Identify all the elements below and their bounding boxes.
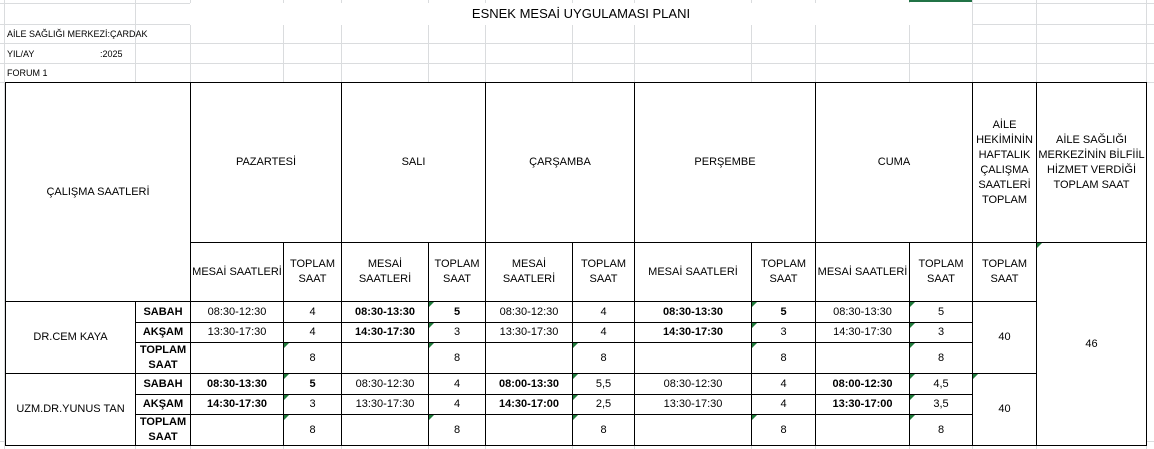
toplam-saat-header[interactable]: TOPLAM SAAT: [573, 243, 635, 302]
page-title[interactable]: ESNEK MESAİ UYGULAMASI PLANI: [190, 3, 972, 25]
time-cell-empty[interactable]: [816, 343, 910, 374]
hours-cell[interactable]: 5: [429, 302, 486, 323]
hours-cell[interactable]: 4: [752, 395, 816, 415]
hours-cell[interactable]: 8: [910, 415, 973, 446]
time-cell-empty[interactable]: [191, 343, 284, 374]
time-cell[interactable]: 13:30-17:00: [816, 395, 910, 415]
hours-cell[interactable]: 8: [284, 415, 342, 446]
hours-cell[interactable]: 4: [573, 302, 635, 323]
hours-cell[interactable]: 5: [284, 374, 342, 395]
time-cell[interactable]: 13:30-17:30: [191, 323, 284, 343]
shift-label-sabah[interactable]: SABAH: [136, 374, 191, 395]
shift-label-toplam[interactable]: TOPLAM SAAT: [136, 415, 191, 446]
center-label: AİLE SAĞLIĞI MERKEZİ:ÇARDAK: [7, 29, 148, 39]
year-label: YIL/AY: [7, 49, 35, 59]
hours-cell[interactable]: 5,5: [573, 374, 635, 395]
toplam-saat-header[interactable]: TOPLAM SAAT: [284, 243, 342, 302]
hours-cell[interactable]: 8: [573, 415, 635, 446]
time-cell[interactable]: 08:00-13:30: [486, 374, 573, 395]
time-cell[interactable]: 08:30-12:30: [342, 374, 429, 395]
time-cell[interactable]: 14:30-17:30: [635, 323, 752, 343]
hours-cell[interactable]: 5: [752, 302, 816, 323]
hours-cell[interactable]: 4: [429, 374, 486, 395]
weekly-total-value[interactable]: 40: [973, 374, 1037, 446]
schedule-table: [5, 82, 1147, 446]
hours-cell[interactable]: 8: [752, 415, 816, 446]
time-cell[interactable]: 14:30-17:30: [191, 395, 284, 415]
time-cell[interactable]: 14:30-17:00: [486, 395, 573, 415]
year-value: :2025: [100, 49, 123, 59]
hours-cell[interactable]: 4: [284, 323, 342, 343]
weekly-total-value[interactable]: 40: [973, 302, 1037, 374]
time-cell[interactable]: 08:30-13:30: [816, 302, 910, 323]
time-cell-empty[interactable]: [486, 415, 573, 446]
hours-cell[interactable]: 5: [910, 302, 973, 323]
time-cell[interactable]: 08:00-12:30: [816, 374, 910, 395]
day-header-wednesday[interactable]: ÇARŞAMBA: [486, 83, 635, 243]
time-cell[interactable]: 14:30-17:30: [816, 323, 910, 343]
selected-cell-indicator: [909, 0, 972, 2]
time-cell[interactable]: 13:30-17:30: [342, 395, 429, 415]
hours-cell[interactable]: 4: [752, 374, 816, 395]
hours-cell[interactable]: 4: [429, 395, 486, 415]
hours-cell[interactable]: 3: [429, 323, 486, 343]
doctor-name[interactable]: UZM.DR.YUNUS TAN: [6, 374, 136, 446]
hours-cell[interactable]: 3: [910, 323, 973, 343]
hours-cell[interactable]: 4,5: [910, 374, 973, 395]
form-cell[interactable]: [7, 63, 48, 83]
hours-cell[interactable]: 3: [284, 395, 342, 415]
time-cell-empty[interactable]: [342, 343, 429, 374]
hours-cell[interactable]: 8: [910, 343, 973, 374]
year-cell[interactable]: [7, 44, 187, 64]
time-cell-empty[interactable]: [635, 415, 752, 446]
table-row-doctor1-sabah: [6, 302, 1147, 323]
time-cell-empty[interactable]: [486, 343, 573, 374]
mesai-saatleri-header[interactable]: MESAİ SAATLERİ: [342, 243, 429, 302]
shift-label-aksam[interactable]: AKŞAM: [136, 323, 191, 343]
hours-cell[interactable]: 3,5: [910, 395, 973, 415]
time-cell-empty[interactable]: [191, 415, 284, 446]
hours-cell[interactable]: 8: [284, 343, 342, 374]
day-header-tuesday[interactable]: SALI: [342, 83, 486, 243]
doctor-name[interactable]: DR.CEM KAYA: [6, 302, 136, 374]
toplam-saat-header[interactable]: TOPLAM SAAT: [910, 243, 973, 302]
header-row-days: [6, 83, 1147, 243]
time-cell[interactable]: 08:30-12:30: [635, 374, 752, 395]
form-label: FORUM 1: [7, 68, 48, 78]
hours-cell[interactable]: 4: [573, 323, 635, 343]
weekly-total-header[interactable]: AİLE HEKİMİNİN HAFTALIK ÇALIŞMA SAATLERİ TOPLAM: [973, 83, 1037, 243]
time-cell[interactable]: 08:30-12:30: [191, 302, 284, 323]
shift-label-sabah[interactable]: SABAH: [136, 302, 191, 323]
mesai-saatleri-header[interactable]: MESAİ SAATLERİ: [635, 243, 752, 302]
time-cell[interactable]: 08:30-13:30: [342, 302, 429, 323]
hours-cell[interactable]: 3: [752, 323, 816, 343]
mesai-saatleri-header[interactable]: MESAİ SAATLERİ: [486, 243, 573, 302]
center-total-value[interactable]: 46: [1037, 243, 1147, 446]
day-header-monday[interactable]: PAZARTESİ: [191, 83, 342, 243]
time-cell-empty[interactable]: [635, 343, 752, 374]
time-cell-empty[interactable]: [816, 415, 910, 446]
table-row-doctor2-sabah: [6, 374, 1147, 395]
weekly-toplam-saat-header[interactable]: TOPLAM SAAT: [973, 243, 1037, 302]
time-cell[interactable]: 08:30-13:30: [191, 374, 284, 395]
hours-cell[interactable]: 2,5: [573, 395, 635, 415]
time-cell[interactable]: 08:30-13:30: [635, 302, 752, 323]
time-cell[interactable]: 08:30-12:30: [486, 302, 573, 323]
mesai-saatleri-header[interactable]: MESAİ SAATLERİ: [191, 243, 284, 302]
toplam-saat-header[interactable]: TOPLAM SAAT: [429, 243, 486, 302]
hours-cell[interactable]: 8: [752, 343, 816, 374]
shift-label-aksam[interactable]: AKŞAM: [136, 395, 191, 415]
hours-cell[interactable]: 8: [429, 415, 486, 446]
toplam-saat-header[interactable]: TOPLAM SAAT: [752, 243, 816, 302]
day-header-friday[interactable]: CUMA: [816, 83, 973, 243]
day-header-thursday[interactable]: PERŞEMBE: [635, 83, 816, 243]
time-cell[interactable]: 13:30-17:30: [635, 395, 752, 415]
hours-cell[interactable]: 8: [573, 343, 635, 374]
mesai-saatleri-header[interactable]: MESAİ SAATLERİ: [816, 243, 910, 302]
shift-label-toplam[interactable]: TOPLAM SAAT: [136, 343, 191, 374]
time-cell-empty[interactable]: [342, 415, 429, 446]
hours-cell[interactable]: 8: [429, 343, 486, 374]
time-cell[interactable]: 14:30-17:30: [342, 323, 429, 343]
center-name-cell[interactable]: [7, 24, 148, 44]
time-cell[interactable]: 13:30-17:30: [486, 323, 573, 343]
hours-cell[interactable]: 4: [284, 302, 342, 323]
working-hours-header[interactable]: ÇALIŞMA SAATLERİ: [6, 83, 191, 302]
center-total-header[interactable]: AİLE SAĞLIĞI MERKEZİNİN BİLFİİL HİZMET VERDİĞİ TOPLAM SAAT: [1037, 83, 1147, 243]
